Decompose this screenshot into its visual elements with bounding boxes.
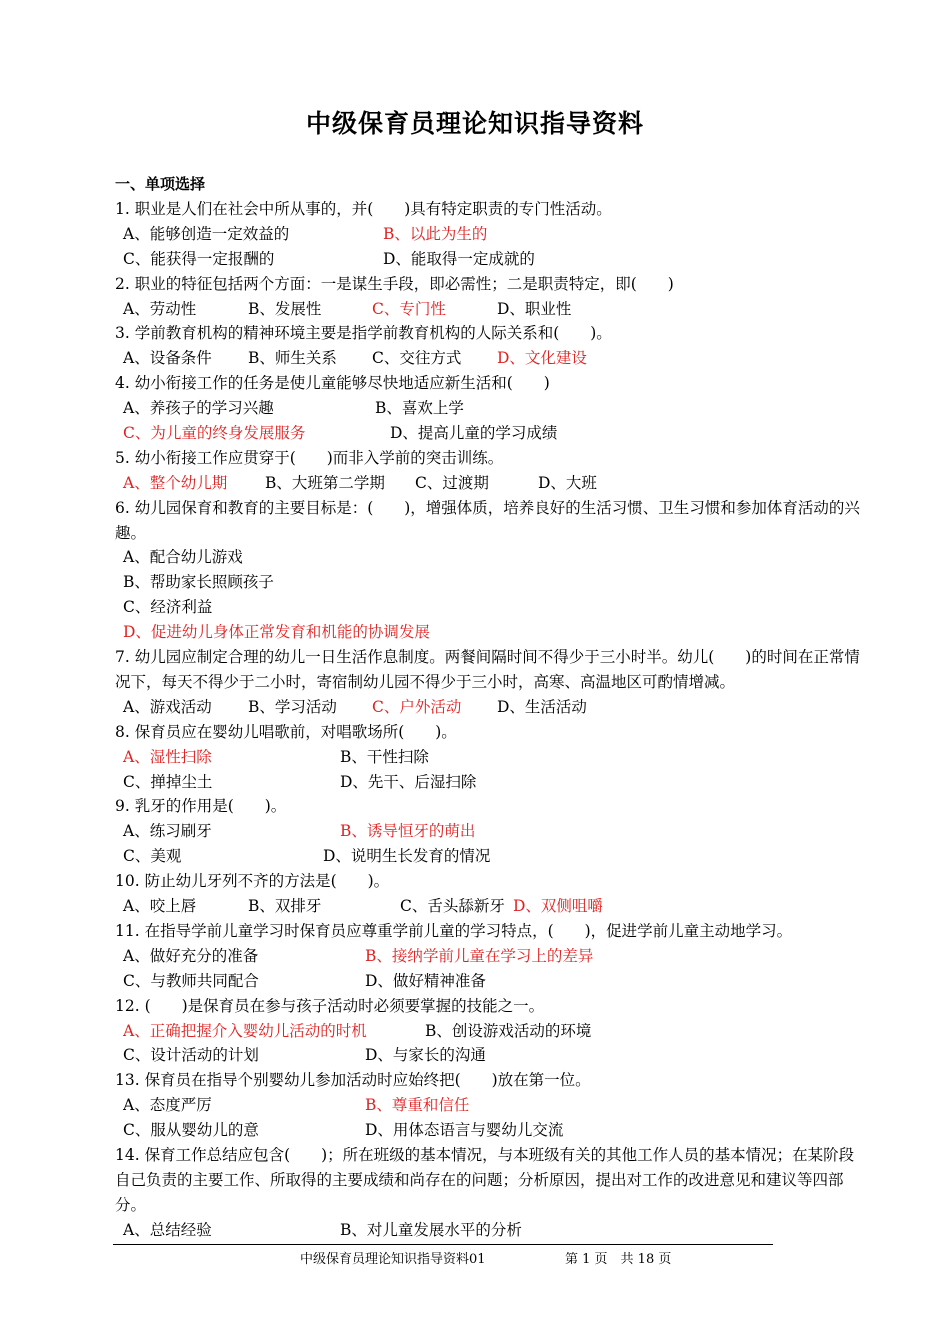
answer-option: D、文化建设 bbox=[497, 349, 587, 368]
option-row bbox=[115, 247, 863, 272]
question-stem: 1. 职业是人们在社会中所从事的，并( )具有特定职责的专门性活动。 bbox=[115, 199, 612, 218]
question-stem: 7. 幼儿园应制定合理的幼儿一日生活作息制度。两餐间隔时间不得少于三小时半。幼儿( )的时间在正常情况下，每天不得少于二小时，寄宿制幼儿园不得少于三小时，高寒、高温地区可酌情增减。 bbox=[115, 648, 860, 691]
answer-option: C、户外活动 bbox=[372, 697, 462, 716]
answer-option: D、生活活动 bbox=[497, 697, 587, 716]
answer-option: A、养孩子的学习兴趣 bbox=[123, 399, 274, 418]
answer-option: C、为儿童的终身发展服务 bbox=[123, 423, 306, 442]
answer-option: A、湿性扫除 bbox=[123, 747, 212, 766]
answer-option: B、喜欢上学 bbox=[375, 399, 464, 418]
answer-option: A、态度严厉 bbox=[123, 1096, 212, 1115]
option-row bbox=[115, 346, 863, 371]
option-row bbox=[115, 969, 863, 994]
question-stem: 9. 乳牙的作用是( )。 bbox=[115, 797, 287, 816]
answer-option: C、能获得一定报酬的 bbox=[123, 249, 275, 268]
answer-option: A、做好充分的准备 bbox=[123, 946, 259, 965]
answer-option: D、用体态语言与婴幼儿交流 bbox=[365, 1121, 564, 1140]
answer-option: B、创设游戏活动的环境 bbox=[425, 1021, 592, 1040]
option-row bbox=[115, 297, 863, 322]
answer-option: A、整个幼儿期 bbox=[123, 473, 228, 492]
option-row bbox=[115, 1218, 863, 1243]
option-row bbox=[115, 745, 863, 770]
answer-option: B、帮助家长照顾孩子 bbox=[123, 573, 274, 592]
question-stem: 10. 防止幼儿牙列不齐的方法是( )。 bbox=[115, 872, 390, 891]
answer-option: C、经济利益 bbox=[123, 598, 213, 617]
answer-option: C、与教师共同配合 bbox=[123, 971, 259, 990]
answer-option: D、双侧咀嚼 bbox=[513, 897, 603, 916]
document-title: 中级保育员理论知识指导资料 bbox=[305, 109, 644, 138]
option-row bbox=[115, 1118, 863, 1143]
answer-option: D、能取得一定成就的 bbox=[383, 249, 535, 268]
answer-option: B、双排牙 bbox=[248, 897, 322, 916]
answer-option: D、说明生长发育的情况 bbox=[323, 847, 491, 866]
answer-option: C、过渡期 bbox=[415, 473, 489, 492]
option-row bbox=[115, 620, 863, 645]
answer-option: A、游戏活动 bbox=[123, 697, 212, 716]
answer-option: A、配合幼儿游戏 bbox=[123, 548, 243, 567]
question-stem: 8. 保育员应在婴幼儿唱歌前，对唱歌场所( )。 bbox=[115, 722, 457, 741]
option-row bbox=[115, 894, 863, 919]
option-row bbox=[115, 944, 863, 969]
question-stem: 14. 保育工作总结应包含( )；所在班级的基本情况，与本班级有关的其他工作人员的基本情况；在某阶段自己负责的主要工作、所取得的主要成绩和尚存在的问题；分析原因，提出对工作的改进意见和建议等四部分。 bbox=[115, 1145, 855, 1214]
answer-option: D、提高儿童的学习成绩 bbox=[390, 423, 558, 442]
answer-option: B、对儿童发展水平的分析 bbox=[340, 1220, 522, 1239]
answer-option: D、做好精神准备 bbox=[365, 971, 486, 990]
question-stem: 11. 在指导学前儿童学习时保育员应尊重学前儿童的学习特点，( )，促进学前儿童主动地学习。 bbox=[115, 921, 793, 940]
answer-option: A、咬上唇 bbox=[123, 897, 197, 916]
answer-option: B、发展性 bbox=[248, 299, 322, 318]
answer-option: A、练习刷牙 bbox=[123, 822, 212, 841]
answer-option: C、专门性 bbox=[372, 299, 446, 318]
answer-option: B、接纳学前儿童在学习上的差异 bbox=[365, 946, 594, 965]
answer-option: B、尊重和信任 bbox=[365, 1096, 470, 1115]
answer-option: A、劳动性 bbox=[123, 299, 197, 318]
option-row bbox=[115, 595, 863, 620]
question-stem: 6. 幼儿园保育和教育的主要目标是：( )，增强体质，培养良好的生活习惯、卫生习惯和参加体育活动的兴趣。 bbox=[115, 498, 860, 542]
option-row bbox=[115, 396, 863, 421]
footer-page-number: 第 1 页 共 18 页 bbox=[565, 1252, 672, 1267]
option-row bbox=[115, 819, 863, 844]
answer-option: A、能够创造一定效益的 bbox=[123, 224, 290, 243]
question-stem: 4. 幼小衔接工作的任务是使儿童能够尽快地适应新生活和( ) bbox=[115, 374, 550, 393]
option-row bbox=[115, 545, 863, 570]
question-stem: 12. ( )是保育员在参与孩子活动时必须要掌握的技能之一。 bbox=[115, 996, 545, 1015]
question-stem: 3. 学前教育机构的精神环境主要是指学前教育机构的人际关系和( )。 bbox=[115, 324, 612, 343]
option-row bbox=[115, 1093, 863, 1118]
answer-option: D、促进幼儿身体正常发育和机能的协调发展 bbox=[123, 623, 430, 642]
footer-doc-name: 中级保育员理论知识指导资料01 bbox=[300, 1252, 486, 1267]
answer-option: A、总结经验 bbox=[123, 1220, 212, 1239]
answer-option: A、正确把握介入婴幼儿活动的时机 bbox=[123, 1021, 367, 1040]
answer-option: C、服从婴幼儿的意 bbox=[123, 1121, 259, 1140]
answer-option: B、干性扫除 bbox=[340, 747, 429, 766]
answer-option: D、与家长的沟通 bbox=[365, 1046, 486, 1065]
question-stem: 5. 幼小衔接工作应贯穿于( )而非入学前的突击训练。 bbox=[115, 448, 504, 467]
footer-divider bbox=[113, 1244, 773, 1245]
option-row bbox=[115, 695, 863, 720]
option-row bbox=[115, 1019, 863, 1044]
answer-option: C、舌头舔新牙 bbox=[400, 897, 505, 916]
answer-option: A、设备条件 bbox=[123, 349, 212, 368]
option-row bbox=[115, 1043, 863, 1068]
answer-option: C、掸掉尘土 bbox=[123, 772, 213, 791]
answer-option: D、职业性 bbox=[497, 299, 572, 318]
answer-option: C、交往方式 bbox=[372, 349, 462, 368]
option-row bbox=[115, 222, 863, 247]
question-list bbox=[115, 172, 863, 1243]
option-row bbox=[115, 471, 863, 496]
question-stem: 13. 保育员在指导个别婴幼儿参加活动时应始终把( )放在第一位。 bbox=[115, 1071, 591, 1090]
section-heading: 一、单项选择 bbox=[115, 175, 206, 193]
option-row bbox=[115, 770, 863, 795]
answer-option: C、设计活动的计划 bbox=[123, 1046, 259, 1065]
answer-option: B、学习活动 bbox=[248, 697, 337, 716]
answer-option: B、诱导恒牙的萌出 bbox=[340, 822, 476, 841]
answer-option: B、师生关系 bbox=[248, 349, 337, 368]
option-row bbox=[115, 570, 863, 595]
answer-option: C、美观 bbox=[123, 847, 182, 866]
option-row bbox=[115, 844, 863, 869]
option-row bbox=[115, 421, 863, 446]
answer-option: D、大班 bbox=[538, 473, 597, 492]
answer-option: B、大班第二学期 bbox=[265, 473, 385, 492]
question-stem: 2. 职业的特征包括两个方面：一是谋生手段，即必需性；二是职责特定，即( ) bbox=[115, 274, 674, 293]
answer-option: D、先干、后湿扫除 bbox=[340, 772, 477, 791]
answer-option: B、以此为生的 bbox=[383, 224, 488, 243]
